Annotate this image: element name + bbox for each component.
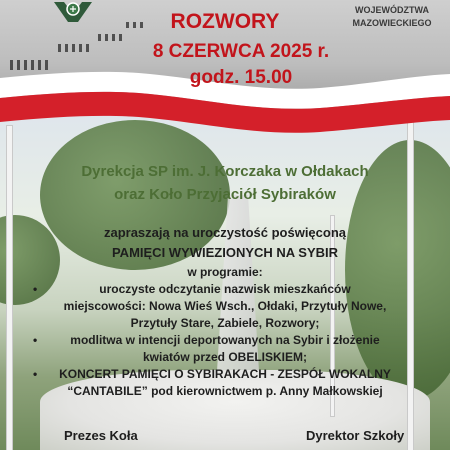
program-item-line: uroczyste odczytanie nazwisk mieszkańców [99, 282, 351, 296]
marching-people-silhouettes [98, 34, 122, 41]
program-item [0, 366, 450, 400]
region-label [334, 4, 450, 30]
organizer-line-1: Dyrekcja SP im. J. Korczaka w Ołdakach [81, 163, 369, 180]
program-list [0, 281, 450, 400]
event-time: godz. 15.00 [189, 67, 293, 88]
event-date: 8 CZERWCA 2025 r. [152, 41, 330, 62]
program-item-line: KONCERT PAMIĘCI O SYBIRAKACH - ZESPÓŁ WOKALNY [59, 367, 391, 381]
program-item [0, 281, 450, 332]
memorial-purpose: PAMIĘCI WYWIEZIONYCH NA SYBIR [111, 245, 339, 260]
program-item-line: kwiatów przed OBELISKIEM; [142, 350, 307, 364]
organizers [0, 160, 450, 206]
region-line-2: MAZOWIECKIEGO [352, 18, 432, 28]
program-item-line: Przytuły Stare, Zabiele, Rozwory; [130, 316, 320, 330]
region-line-1: WOJEWÓDZTWA [355, 5, 429, 15]
organizer-line-2: oraz Koło Przyjaciół Sybiraków [114, 186, 336, 203]
program-item-line: miejscowości: Nowa Wieś Wsch., Ołdaki, Przytuły Nowe, [63, 299, 387, 313]
bullet-icon: • [33, 282, 38, 296]
invitation-text: zapraszają na uroczystość poświęconą [103, 225, 347, 240]
signature-right: Dyrektor Szkoły [306, 428, 405, 443]
program-item-line: “CANTABILE” pod kierownictwem p. Anny Małkowskiej [67, 384, 383, 398]
bullet-icon: • [33, 333, 38, 347]
program-item-line: modlitwa w intencji deportowanych na Sybir i złożenie [70, 333, 380, 347]
program-item [0, 332, 450, 366]
signature-left: Prezes Koła [64, 428, 138, 443]
program-label: w programie: [187, 265, 263, 279]
bullet-icon: • [33, 367, 38, 381]
event-location-title: ROZWORY [170, 10, 280, 33]
